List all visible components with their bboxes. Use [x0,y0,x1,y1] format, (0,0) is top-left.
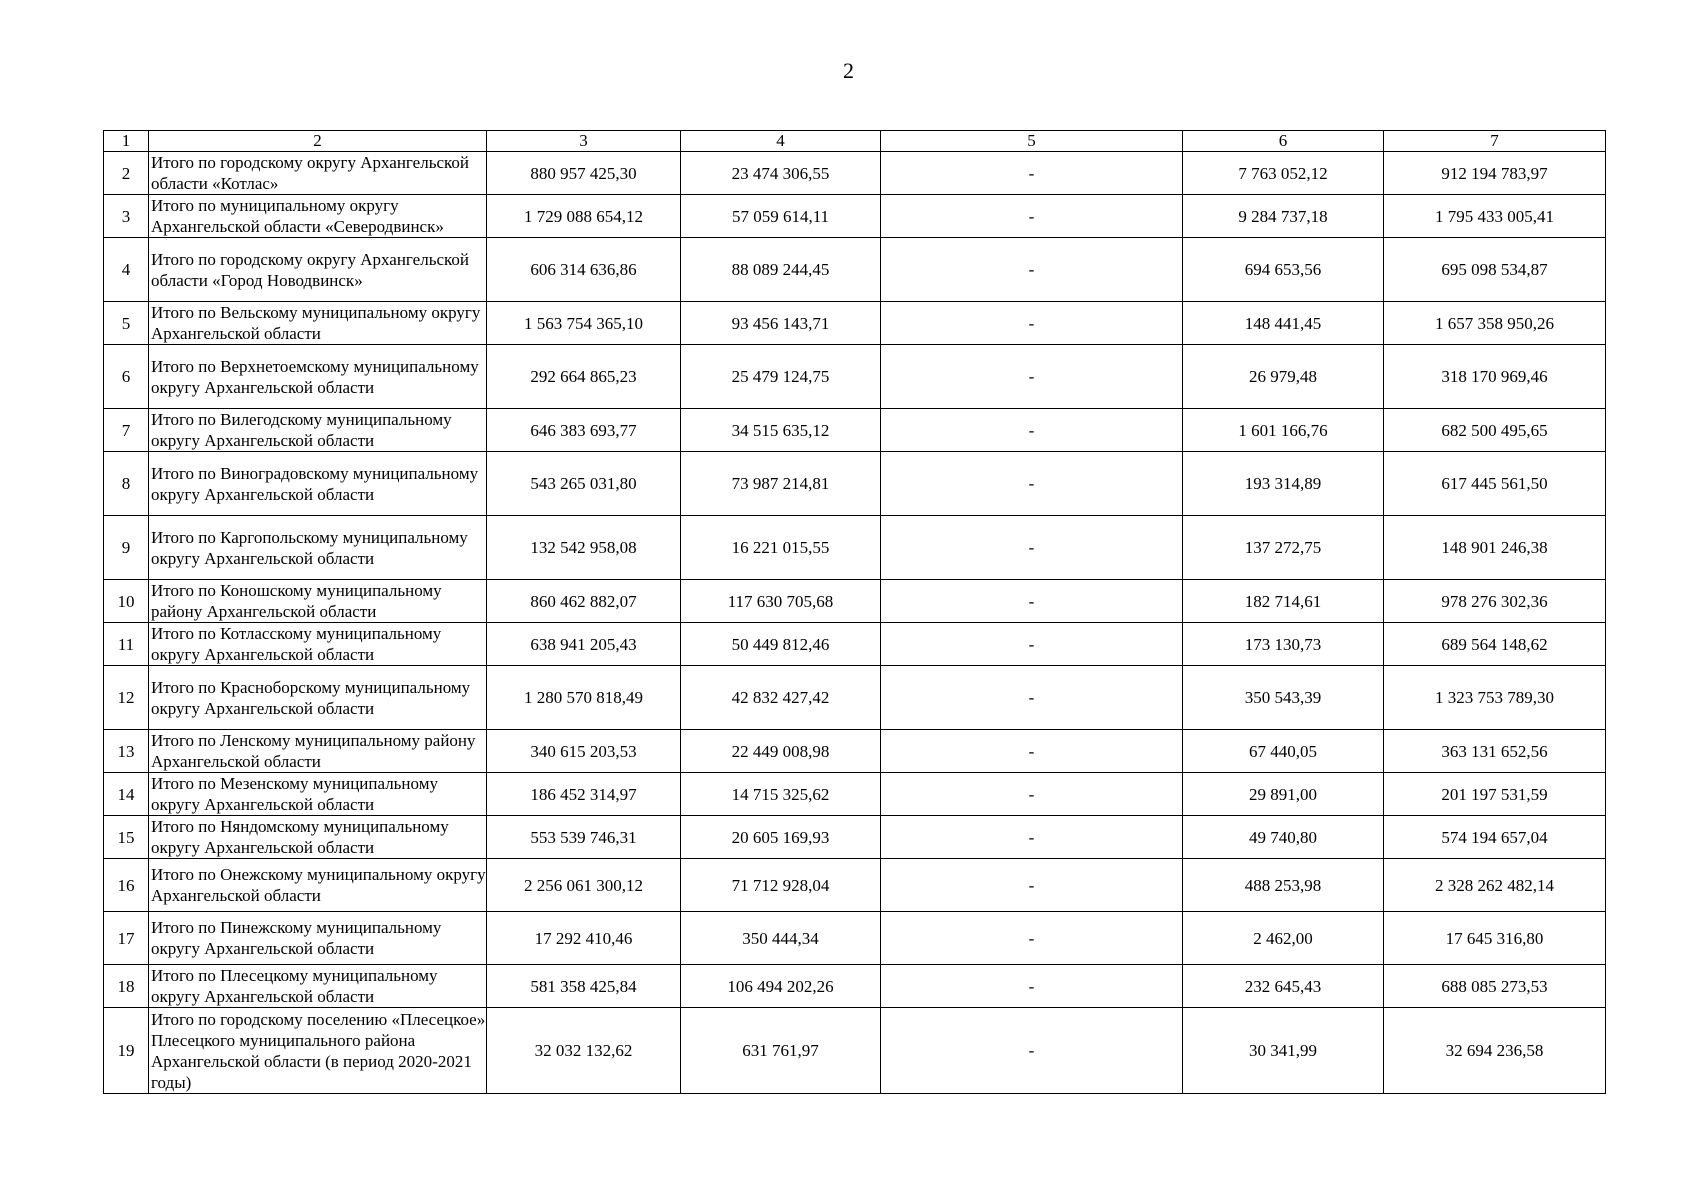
value-col7: 617 445 561,50 [1384,452,1606,516]
value-col5: - [881,965,1183,1008]
value-col5: - [881,580,1183,623]
value-col4: 106 494 202,26 [681,965,881,1008]
value-col7: 1 657 358 950,26 [1384,302,1606,345]
value-col5: - [881,452,1183,516]
row-number: 2 [104,152,149,195]
row-name: Итого по Ленскому муниципальному району Архангельской области [149,730,487,773]
row-name: Итого по городскому округу Архангельской области «Город Новодвинск» [149,238,487,302]
row-name: Итого по муниципальному округу Архангельской области «Северодвинск» [149,195,487,238]
value-col7: 689 564 148,62 [1384,623,1606,666]
value-col4: 50 449 812,46 [681,623,881,666]
table-row [104,912,1606,965]
row-name: Итого по Красноборскому муниципальному округу Архангельской области [149,666,487,730]
value-col4: 22 449 008,98 [681,730,881,773]
value-col3: 1 280 570 818,49 [487,666,681,730]
value-col3: 860 462 882,07 [487,580,681,623]
value-col4: 42 832 427,42 [681,666,881,730]
row-number: 6 [104,345,149,409]
column-number: 3 [487,131,681,152]
report-table [103,130,1606,1094]
row-number: 16 [104,859,149,912]
table-row [104,773,1606,816]
page-number: 2 [843,58,854,83]
table-row [104,238,1606,302]
value-col7: 682 500 495,65 [1384,409,1606,452]
value-col3: 1 729 088 654,12 [487,195,681,238]
value-col3: 646 383 693,77 [487,409,681,452]
row-name: Итого по Онежскому муниципальному округу Архангельской области [149,859,487,912]
value-col4: 117 630 705,68 [681,580,881,623]
table-row [104,965,1606,1008]
row-name: Итого по городскому округу Архангельской области «Котлас» [149,152,487,195]
table-row [104,1008,1606,1094]
value-col4: 14 715 325,62 [681,773,881,816]
value-col6: 67 440,05 [1183,730,1384,773]
row-name: Итого по Виноградовскому муниципальному округу Архангельской области [149,452,487,516]
row-number: 8 [104,452,149,516]
value-col3: 543 265 031,80 [487,452,681,516]
column-number: 5 [881,131,1183,152]
value-col5: - [881,302,1183,345]
table-row [104,409,1606,452]
value-col5: - [881,238,1183,302]
value-col6: 694 653,56 [1183,238,1384,302]
table-row [104,580,1606,623]
value-col4: 25 479 124,75 [681,345,881,409]
value-col6: 173 130,73 [1183,623,1384,666]
value-col3: 553 539 746,31 [487,816,681,859]
value-col3: 581 358 425,84 [487,965,681,1008]
value-col4: 71 712 928,04 [681,859,881,912]
table-row [104,516,1606,580]
value-col3: 132 542 958,08 [487,516,681,580]
value-col7: 688 085 273,53 [1384,965,1606,1008]
value-col7: 1 323 753 789,30 [1384,666,1606,730]
table-row [104,195,1606,238]
value-col7: 1 795 433 005,41 [1384,195,1606,238]
value-col6: 7 763 052,12 [1183,152,1384,195]
value-col3: 17 292 410,46 [487,912,681,965]
row-number: 9 [104,516,149,580]
value-col4: 88 089 244,45 [681,238,881,302]
row-number: 17 [104,912,149,965]
row-name: Итого по Верхнетоемскому муниципальному округу Архангельской области [149,345,487,409]
value-col6: 193 314,89 [1183,452,1384,516]
value-col6: 2 462,00 [1183,912,1384,965]
value-col4: 73 987 214,81 [681,452,881,516]
value-col3: 880 957 425,30 [487,152,681,195]
table-row [104,623,1606,666]
value-col5: - [881,516,1183,580]
value-col6: 1 601 166,76 [1183,409,1384,452]
value-col6: 49 740,80 [1183,816,1384,859]
row-name: Итого по Пинежскому муниципальному округу Архангельской области [149,912,487,965]
value-col5: - [881,912,1183,965]
column-number-row [104,131,1606,152]
value-col5: - [881,773,1183,816]
value-col5: - [881,666,1183,730]
table-row [104,666,1606,730]
value-col7: 2 328 262 482,14 [1384,859,1606,912]
value-col4: 34 515 635,12 [681,409,881,452]
row-name: Итого по Вельскому муниципальному округу Архангельской области [149,302,487,345]
row-number: 14 [104,773,149,816]
row-name: Итого по Плесецкому муниципальному округу Архангельской области [149,965,487,1008]
value-col4: 350 444,34 [681,912,881,965]
row-name: Итого по Вилегодскому муниципальному округу Архангельской области [149,409,487,452]
value-col5: - [881,1008,1183,1094]
value-col7: 17 645 316,80 [1384,912,1606,965]
value-col7: 148 901 246,38 [1384,516,1606,580]
column-number: 6 [1183,131,1384,152]
row-name: Итого по Каргопольскому муниципальному округу Архангельской области [149,516,487,580]
value-col3: 606 314 636,86 [487,238,681,302]
value-col4: 57 059 614,11 [681,195,881,238]
value-col4: 631 761,97 [681,1008,881,1094]
value-col3: 2 256 061 300,12 [487,859,681,912]
row-number: 12 [104,666,149,730]
value-col5: - [881,409,1183,452]
row-number: 7 [104,409,149,452]
value-col3: 292 664 865,23 [487,345,681,409]
value-col3: 340 615 203,53 [487,730,681,773]
value-col7: 32 694 236,58 [1384,1008,1606,1094]
value-col3: 1 563 754 365,10 [487,302,681,345]
column-number: 2 [149,131,487,152]
value-col6: 30 341,99 [1183,1008,1384,1094]
row-number: 11 [104,623,149,666]
value-col5: - [881,345,1183,409]
value-col5: - [881,816,1183,859]
row-name: Итого по Коношскому муниципальному району Архангельской области [149,580,487,623]
value-col7: 363 131 652,56 [1384,730,1606,773]
value-col7: 574 194 657,04 [1384,816,1606,859]
value-col7: 912 194 783,97 [1384,152,1606,195]
row-number: 5 [104,302,149,345]
value-col5: - [881,730,1183,773]
row-number: 3 [104,195,149,238]
table-row [104,345,1606,409]
table-row [104,152,1606,195]
value-col6: 182 714,61 [1183,580,1384,623]
value-col6: 232 645,43 [1183,965,1384,1008]
table-row [104,730,1606,773]
row-number: 10 [104,580,149,623]
row-number: 19 [104,1008,149,1094]
value-col6: 9 284 737,18 [1183,195,1384,238]
value-col6: 26 979,48 [1183,345,1384,409]
row-name: Итого по городскому поселению «Плесецкое» Плесецкого муниципального района Архангельской области (в период 2020-2021 годы) [149,1008,487,1094]
value-col4: 93 456 143,71 [681,302,881,345]
value-col4: 16 221 015,55 [681,516,881,580]
value-col7: 318 170 969,46 [1384,345,1606,409]
value-col3: 32 032 132,62 [487,1008,681,1094]
column-number: 1 [104,131,149,152]
column-number: 4 [681,131,881,152]
row-name: Итого по Няндомскому муниципальному округу Архангельской области [149,816,487,859]
row-number: 13 [104,730,149,773]
table-row [104,302,1606,345]
value-col6: 350 543,39 [1183,666,1384,730]
value-col5: - [881,859,1183,912]
value-col4: 20 605 169,93 [681,816,881,859]
value-col5: - [881,152,1183,195]
table-row [104,859,1606,912]
value-col5: - [881,195,1183,238]
value-col3: 186 452 314,97 [487,773,681,816]
value-col7: 978 276 302,36 [1384,580,1606,623]
value-col6: 29 891,00 [1183,773,1384,816]
value-col3: 638 941 205,43 [487,623,681,666]
value-col6: 137 272,75 [1183,516,1384,580]
value-col5: - [881,623,1183,666]
value-col7: 695 098 534,87 [1384,238,1606,302]
row-name: Итого по Котласскому муниципальному округу Архангельской области [149,623,487,666]
value-col4: 23 474 306,55 [681,152,881,195]
row-name: Итого по Мезенскому муниципальному округу Архангельской области [149,773,487,816]
row-number: 18 [104,965,149,1008]
column-number: 7 [1384,131,1606,152]
row-number: 15 [104,816,149,859]
value-col7: 201 197 531,59 [1384,773,1606,816]
table-row [104,816,1606,859]
value-col6: 488 253,98 [1183,859,1384,912]
row-number: 4 [104,238,149,302]
table-row [104,452,1606,516]
value-col6: 148 441,45 [1183,302,1384,345]
